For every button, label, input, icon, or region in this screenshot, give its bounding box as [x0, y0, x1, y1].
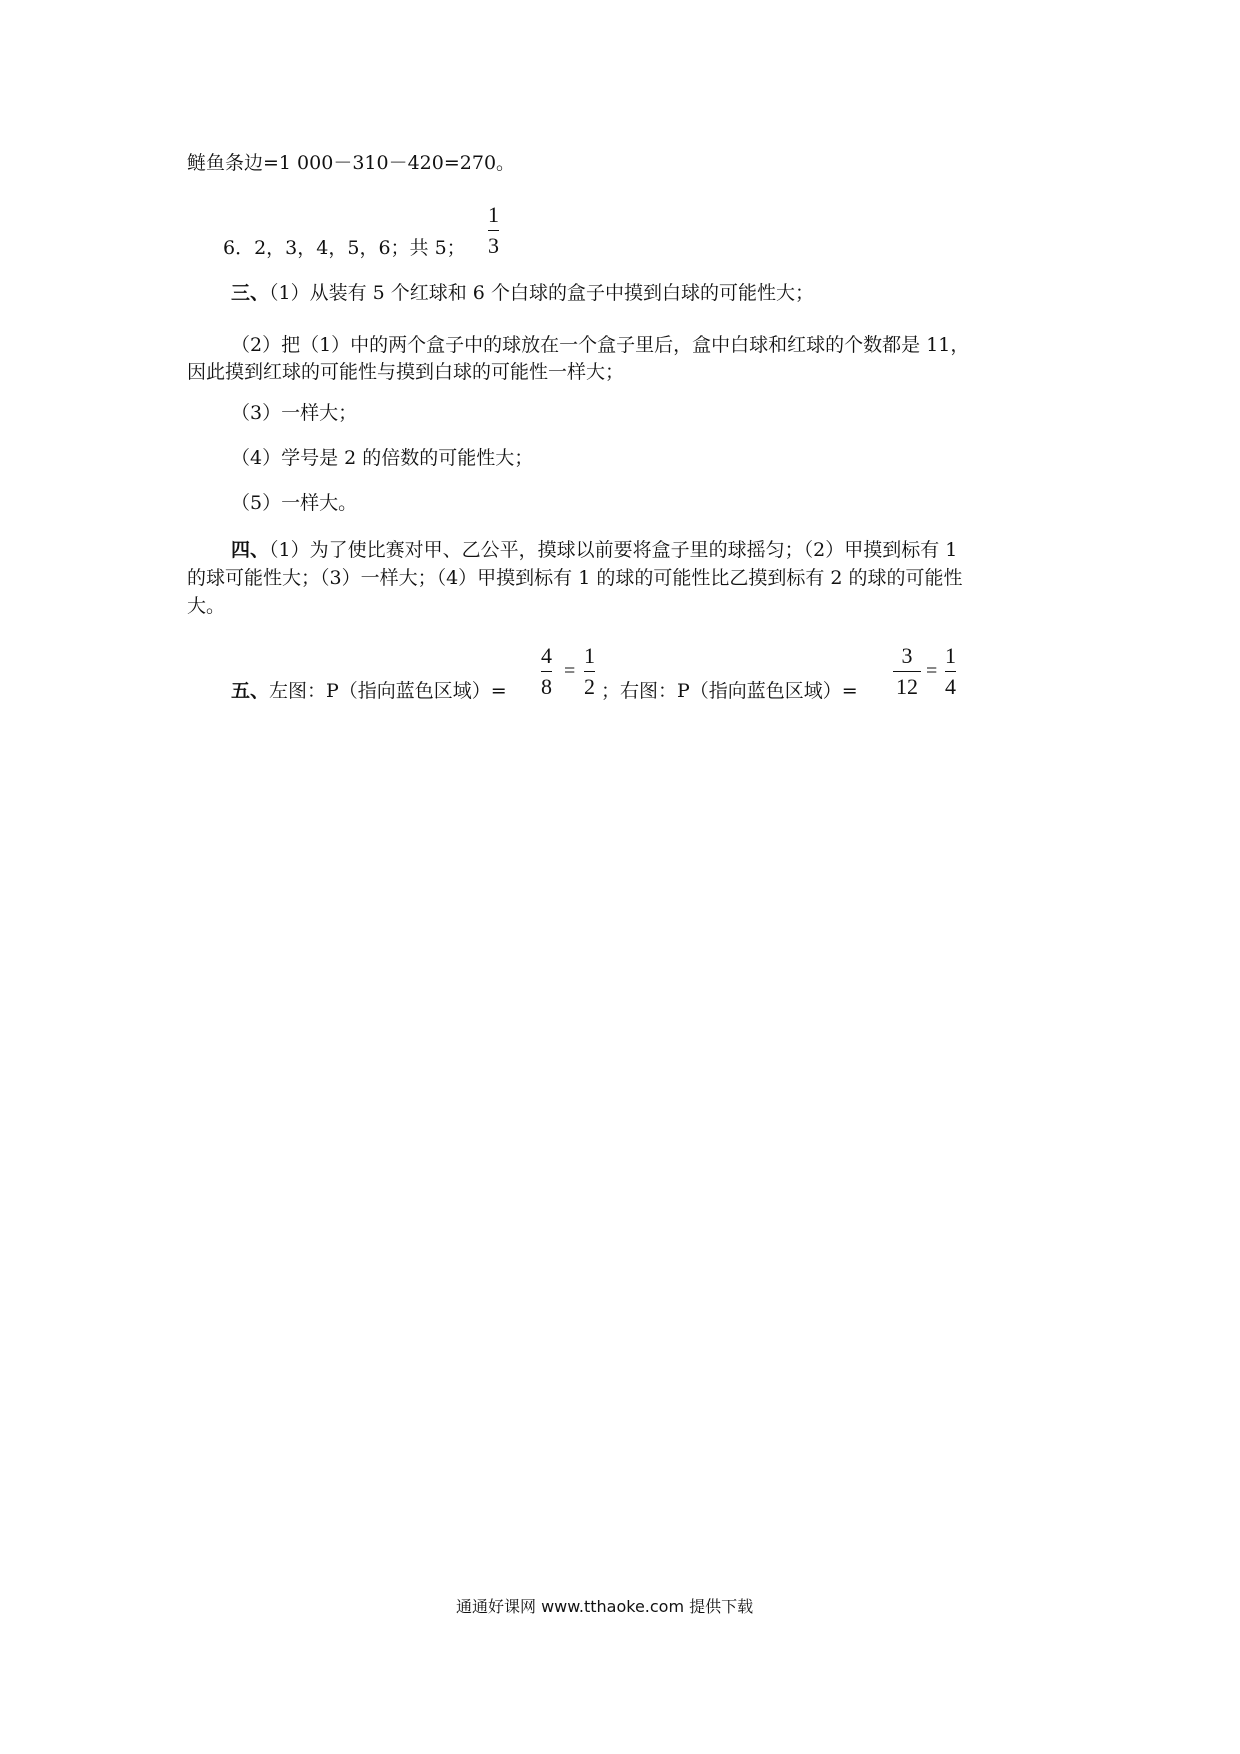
fraction-numerator: 1: [584, 643, 595, 668]
section-5-left-text: [231, 682, 507, 701]
section-3-item-2-line-2: 因此摸到红球的可能性与摸到白球的可能性一样大；: [187, 361, 625, 383]
section-3-label: 三、: [231, 282, 270, 304]
equals-sign-left: =: [564, 660, 576, 682]
section-4-line-2: 的球可能性大；（3）一样大；（4）甲摸到标有 1 的球的可能性比乙摸到标有 2 的球的可能性: [187, 567, 963, 589]
fraction-denominator: 4: [945, 674, 956, 699]
fraction-numerator: 3: [901, 643, 913, 668]
fraction-bar: [893, 671, 921, 672]
section-3-line-1: [231, 284, 814, 303]
fraction-three-twelfths: [893, 645, 921, 698]
section-4-label: 四、: [231, 539, 270, 561]
section-4-text-1: （1）为了使比赛对甲、乙公平，摸球以前要将盒子里的球摇匀；（2）甲摸到标有 1: [269, 539, 958, 561]
answer-line-6: 6．2，3，4，5，6；共 5；: [223, 237, 466, 259]
section-5-left-label: 左图：P（指向蓝色区域）=: [269, 680, 507, 702]
section-3-item-4: （4）学号是 2 的倍数的可能性大；: [231, 447, 534, 469]
section-5-right-label: ；右图：P（指向蓝色区域）=: [601, 680, 858, 702]
fraction-one-half: [584, 645, 595, 698]
fraction-four-eighths: [541, 645, 552, 698]
fraction-one-quarter: [945, 645, 956, 698]
fraction-denominator: 2: [584, 674, 595, 699]
section-4-line-1: [231, 541, 957, 560]
fraction-numerator: 4: [541, 643, 552, 668]
section-3-item-5: （5）一样大。: [231, 492, 358, 514]
section-3-item-3: （3）一样大；: [231, 402, 358, 424]
fraction-denominator: 8: [541, 674, 552, 699]
section-3-item-2-line-1: （2）把（1）中的两个盒子中的球放在一个盒子里后，盒中白球和红球的个数都是 11，: [231, 334, 970, 356]
fraction-bar: [945, 671, 956, 672]
fraction-bar: [584, 671, 595, 672]
section-5-label: 五、: [231, 680, 270, 702]
answer-line-fish-count: 鲢鱼条边=1 000－310－420=270。: [187, 152, 516, 174]
fraction-denominator: 3: [488, 233, 499, 258]
page-footer: 通通好课网 www.tthaoke.com 提供下载: [456, 1597, 754, 1616]
fraction-bar: [541, 671, 552, 672]
fraction-denominator: 12: [896, 674, 918, 699]
equals-sign-right: =: [926, 660, 938, 682]
fraction-one-third: [488, 204, 499, 257]
section-3-item-1: （1）从装有 5 个红球和 6 个白球的盒子中摸到白球的可能性大；: [269, 282, 814, 304]
section-4-line-3: 大。: [187, 595, 226, 617]
fraction-bar: [488, 230, 499, 231]
fraction-numerator: 1: [945, 643, 956, 668]
fraction-numerator: 1: [488, 202, 499, 227]
